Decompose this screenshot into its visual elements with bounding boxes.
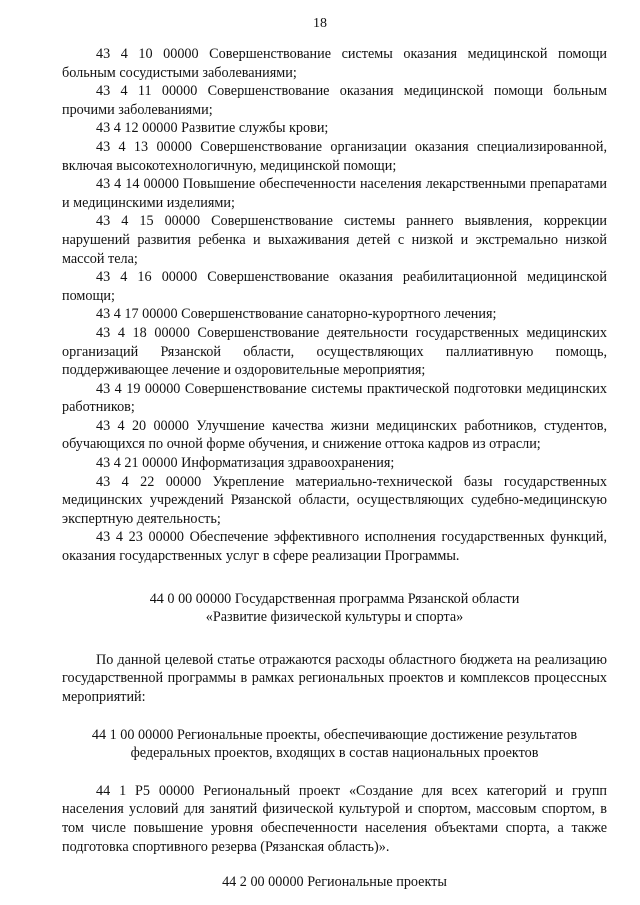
- list-item: 43 4 10 00000 Совершенствование системы оказания медицинской помощи больным сосудистыми заболеваниями;: [62, 46, 607, 81]
- list-item: 43 4 16 00000 Совершенствование оказания реабилитационной медицинской помощи;: [62, 269, 607, 304]
- list-item: 43 4 17 00000 Совершенствование санаторно-курортного лечения;: [96, 306, 497, 323]
- list-item: 43 4 13 00000 Совершенствование организации оказания специализированной, включая высокотехнологичную, медицинской помощи;: [62, 138, 607, 174]
- list-item: 43 4 21 00000 Информатизация здравоохранения;: [96, 455, 395, 472]
- list-item: 43 4 18 00000 Совершенствование деятельности государственных медицинских организаций Рязанской области, осуществляющих паллиативную помощь, поддерживающее лечение и оздоровительные мероприятия;: [62, 324, 607, 379]
- regional-projects-federal-heading: [62, 726, 607, 763]
- document-body: [62, 45, 607, 892]
- program-heading: [62, 590, 607, 627]
- page-number: 18: [313, 16, 327, 31]
- list-item: 43 4 15 00000 Совершенствование системы раннего выявления, коррекции нарушений развития ребенка и выхаживания детей с низкой и экстремально низкой массой тела;: [62, 213, 607, 267]
- regional-projects-federal-line-1: 44 1 00 00000 Региональные проекты, обеспечивающие достижение результатов: [91, 726, 578, 743]
- program-description: По данной целевой статье отражаются расходы областного бюджета на реализацию государственной программы в рамках региональных проектов и комплексов процессных мероприятий:: [62, 651, 607, 705]
- list-item: 43 4 20 00000 Улучшение качества жизни медицинских работников, студентов, обучающихся по очной форме обучения, и снижение оттока кадров из отрасли;: [62, 417, 607, 453]
- list-item: 43 4 19 00000 Совершенствование системы практической подготовки медицинских работников;: [62, 380, 607, 416]
- program-heading-line-2: «Развитие физической культуры и спорта»: [205, 609, 464, 626]
- project-p5-paragraph: 44 1 Р5 00000 Региональный проект «Создание для всех категорий и групп населения условий для занятий физической культурой и спортом, массовым спортом, в том числе повышение уровня обеспеченности населения объектами спорта, а также подготовка спортивного резерва (Рязанская область)».: [62, 782, 607, 855]
- regional-projects-heading: 44 2 00 00000 Региональные проекты: [222, 874, 447, 891]
- program-heading-line-1: 44 0 00 00000 Государственная программа Рязанской области: [149, 590, 520, 607]
- list-item: 43 4 11 00000 Совершенствование оказания медицинской помощи больным прочими заболеваниями;: [62, 83, 607, 118]
- regional-projects-federal-line-2: федеральных проектов, входящих в состав национальных проектов: [130, 745, 539, 762]
- list-item: 43 4 12 00000 Развитие службы крови;: [96, 120, 329, 137]
- list-item: 43 4 14 00000 Повышение обеспеченности населения лекарственными препаратами и медицинскими изделиями;: [62, 176, 607, 211]
- list-item: 43 4 22 00000 Укрепление материально-технической базы государственных медицинских учреждений Рязанской области, осуществляющих судебно-медицинскую экспертную деятельность;: [62, 473, 607, 527]
- list-item: 43 4 23 00000 Обеспечение эффективного исполнения государственных функций, оказания государственных услуг в сфере реализации Программы.: [62, 529, 607, 565]
